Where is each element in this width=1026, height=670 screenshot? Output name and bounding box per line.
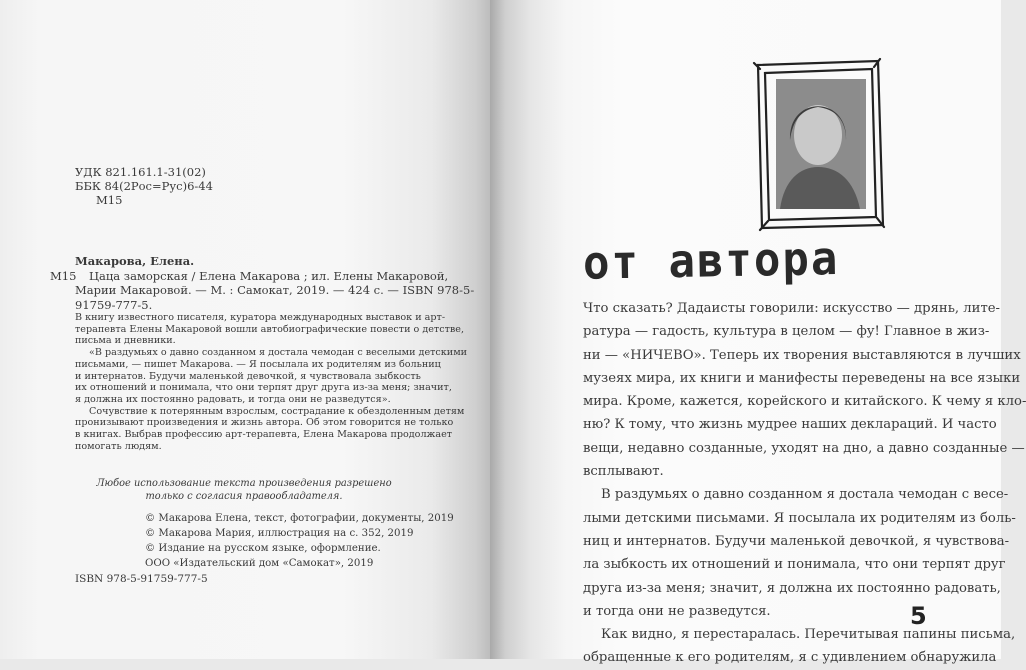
text-line: терапевта Елены Макаровой вошли автобиографические повести о детстве,	[75, 323, 465, 335]
paragraph	[75, 347, 468, 406]
paragraph	[75, 405, 465, 453]
text-line: Марии Макаровой. — М. : Самокат, 2019. — 424 с. — ISBN 978-5-	[75, 283, 475, 297]
copyright-block	[145, 511, 454, 571]
text-line: «В раздумьях о давно созданном я достала чемодан с веселыми детскими	[89, 347, 468, 359]
bibliographic-record	[50, 254, 475, 312]
text-line: ла зыбкость их отношений и понимала, что они терпят друг	[583, 557, 1006, 573]
paragraph	[583, 623, 1016, 670]
text-line: вещи, недавно созданные, уходят на дно, а давно созданные —	[583, 440, 1025, 456]
text-line: их отношений и понимала, что они терпят друг друга из-за меня; значит,	[75, 382, 452, 394]
text-line: ню? К тому, что жизнь мудрее наших деклараций. И часто	[583, 417, 997, 433]
paragraph	[583, 297, 1026, 483]
text-line: и тогда они не разведутся.	[583, 603, 771, 619]
author-mark: М15	[96, 193, 123, 207]
text-line: письмами, — пишет Макарова. — Я посылала их родителям из больниц	[75, 358, 441, 370]
udk-code: УДК 821.161.1-31(02)	[75, 165, 206, 179]
page-number: 5	[910, 602, 927, 630]
bib-author: Макарова, Елена.	[75, 254, 195, 268]
isbn: ISBN 978-5-91759-777-5	[75, 573, 208, 585]
text-line: музеях мира, их книги и манифесты переведены на все языки	[583, 370, 1021, 386]
text-line: Сочувствие к потерянным взрослым, сострадание к обездоленным детям	[89, 405, 465, 417]
copyright-line: © Макарова Елена, текст, фотографии, документы, 2019	[145, 513, 454, 524]
text-line: обращенные к его родителям, я с удивлением обнаружила	[583, 650, 997, 666]
text-line: всплывают.	[583, 464, 664, 480]
text-line: Что сказать? Дадаисты говорили: искусство — дрянь, лите-	[583, 301, 1001, 316]
text-line: ратура — гадость, культура в целом — фу! Главное в жиз-	[583, 324, 990, 340]
text-line: лыми детскими письмами. Я посылала их родителям из боль-	[583, 510, 1016, 526]
text-line: мира. Кроме, кажется, корейского и китайского. К чему я кло-	[583, 394, 1026, 410]
rights-notice-line: только с согласия правообладателя.	[145, 491, 343, 502]
text-line: ниц и интернатов. Будучи маленькой девочкой, я чувствова-	[583, 533, 1010, 549]
annotation	[75, 312, 468, 452]
author-photo-frame	[750, 55, 890, 235]
text-line: и интернатов. Будучи маленькой девочкой, я чувствовала зыбкость	[75, 370, 421, 382]
text-line: 91759-777-5.	[75, 297, 153, 312]
text-line: письма и дневники.	[75, 335, 176, 347]
copyright-line: © Макарова Мария, иллюстрация на с. 352, 2019	[145, 528, 414, 539]
paragraph	[75, 312, 465, 347]
rights-notice	[75, 477, 413, 503]
text-line: Цаца заморская / Елена Макарова ; ил. Елены Макаровой,	[89, 268, 449, 283]
text-line: Как видно, я перестаралась. Перечитывая папины письма,	[601, 627, 1016, 643]
text-line: помогать людям.	[75, 440, 162, 452]
text-line: друга из-за меня; значит, я должна их постоянно радовать,	[583, 580, 1001, 596]
text-line: В раздумьях о давно созданном я достала чемодан с весе-	[601, 487, 1009, 503]
rights-notice-line: Любое использование текста произведения разрешено	[96, 478, 392, 489]
bbk-code: ББК 84(2Рос=Рус)6-44	[75, 179, 213, 193]
text-line: В книгу известного писателя, куратора международных выставок и арт-	[75, 312, 446, 323]
text-line: я должна их постоянно радовать, и тогда они не разведутся».	[75, 393, 391, 405]
chapter-heading: от автора	[582, 232, 840, 291]
paragraph	[583, 483, 1016, 623]
bib-mark: М15	[50, 268, 77, 283]
copyright-line: © Издание на русском языке, оформление.	[145, 543, 381, 554]
text-line: пронизывают произведения и жизнь автора. Об этом говорится не только	[75, 417, 454, 429]
text-line: ни — «НИЧЕВО». Теперь их творения выставляются в лучших	[583, 347, 1021, 363]
text-line: в книгах. Выбрав профессию арт-терапевта, Елена Макарова продолжает	[75, 429, 453, 441]
body-text	[583, 297, 1026, 670]
left-page	[0, 0, 490, 659]
copyright-line: ООО «Издательский дом «Самокат», 2019	[145, 558, 374, 569]
